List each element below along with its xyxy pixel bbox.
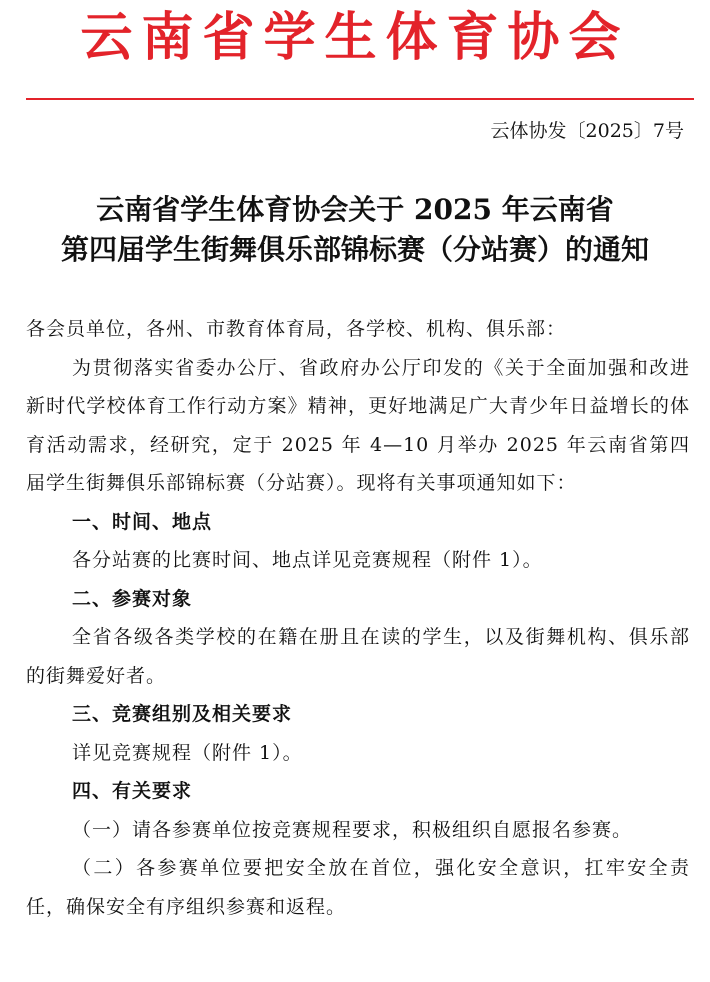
intro-paragraph: 为贯彻落实省委办公厅、省政府办公厅印发的《关于全面加强和改进新时代学校体育工作行动方案》精神，更好地满足广大青少年日益增长的体育活动需求，经研究，定于 2025 年 4—10 月举办 2025 年云南省第四届学生街舞俱乐部锦标赛（分站赛）。现将有关事项通知如下： xyxy=(26,356,690,494)
section-paragraph: 各分站赛的比赛时间、地点详见竞赛规程（附件 1）。 xyxy=(72,549,543,571)
section-paragraph: （一）请各参赛单位按竞赛规程要求，积极组织自愿报名参赛。 xyxy=(72,818,633,841)
section-heading-groups: 三、竞赛组别及相关要求 xyxy=(72,703,293,725)
section-heading-time-place: 一、时间、地点 xyxy=(72,510,213,533)
document-title xyxy=(0,190,710,270)
title-line-2: 第四届学生街舞俱乐部锦标赛（分站赛）的通知 xyxy=(60,233,649,266)
red-divider-line xyxy=(26,98,694,100)
section-heading-participants: 二、参赛对象 xyxy=(72,587,193,610)
document-number: 云体协发〔2025〕7号 xyxy=(490,120,684,142)
salutation: 各会员单位，各州、市教育体育局，各学校、机构、俱乐部： xyxy=(26,318,567,340)
document-body xyxy=(26,310,690,926)
section-paragraph: 详见竞赛规程（附件 1）。 xyxy=(72,741,303,764)
title-line-1: 云南省学生体育协会关于 2025 年云南省 xyxy=(96,193,614,226)
section-heading-requirements: 四、有关要求 xyxy=(72,780,193,802)
section-paragraph: （二）各参赛单位要把安全放在首位，强化安全意识，扛牢安全责任，确保安全有序组织参赛和返程。 xyxy=(26,857,690,918)
section-paragraph: 全省各级各类学校的在籍在册且在读的学生，以及街舞机构、俱乐部的街舞爱好者。 xyxy=(26,626,690,687)
organization-header: 云南省学生体育协会 xyxy=(80,7,630,68)
